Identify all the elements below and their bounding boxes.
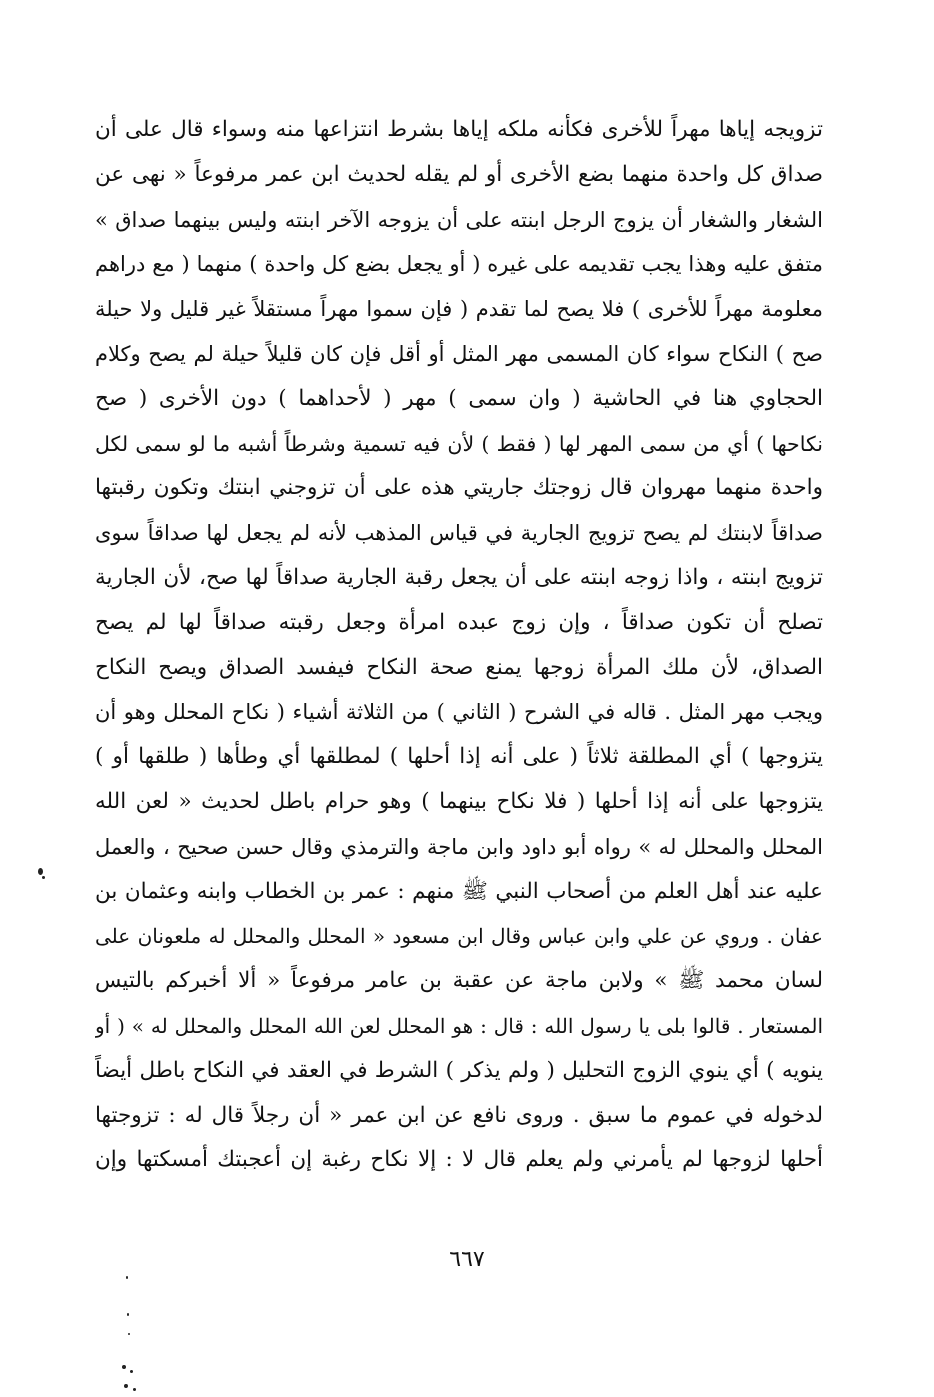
text-line: أحلها لزوجها لم يأمرني ولم يعلم قال لا : إلا نكاح رغبة إن أعجبتك أمسكتها وإن	[95, 1147, 823, 1173]
text-line: نكاحها ) أي من سمى المهر لها ( فقط ) لأن فيه تسمية وشرطاً أشبه ما لو سمى لكل	[95, 431, 823, 456]
text-line: يتزوجها على أنه إذا أحلها ( فلا نكاح بينهما ) وهو حرام باطل لحديث « لعن الله	[95, 788, 823, 814]
text-line: ينويه ) أي ينوي الزوج التحليل ( ولم يذكر ) الشرط في العقد في النكاح باطل أيضاً	[95, 1057, 823, 1083]
text-line: معلومة مهراً للأخرى ) فلا يصح لما تقدم ( فإن سموا مهراً مستقلاً غير قليل ولا حيلة	[95, 297, 823, 322]
scan-speck	[126, 1276, 128, 1279]
page-number: ٦٦٧	[449, 1247, 485, 1272]
text-line: لسان محمد ﷺ » ولابن ماجة عن عقبة بن عامر مرفوعاً « ألا أخبركم بالتيس	[95, 968, 823, 994]
scan-speck	[130, 1370, 133, 1373]
text-line: صح ) النكاح سواء كان المسمى مهر المثل أو أقل فإن كان قليلاً حيلة لم يصح وكلام	[95, 341, 823, 366]
text-line: المستعار . قالوا بلى يا رسول الله : قال : هو المحلل لعن الله المحلل والمحلل له » ( أو	[95, 1013, 823, 1038]
text-line: ويجب مهر المثل . قاله في الشرح ( الثاني ) من الثلاثة أشياء ( نكاح المحلل وهو أن	[95, 700, 823, 725]
scan-speck	[42, 876, 45, 879]
text-line: واحدة منهما مهروان قال زوجتك جاريتي هذه على أن تزوجني ابنتك وتكون رقبتها	[95, 475, 823, 501]
text-line: المحلل والمحلل له » رواه أبو داود وابن ماجة والترمذي وقال حسن صحيح ، والعمل	[95, 834, 823, 859]
text-line: عفان . وروي عن علي وابن عباس وقال ابن مسعود « المحلل والمحلل له ملعونان على	[95, 924, 823, 949]
text-line: عليه عند أهل العلم من أصحاب النبي ﷺ منهم : عمر بن الخطاب وابنه وعثمان بن	[95, 878, 823, 904]
text-line: تزويجه إياها مهراً للأخرى فكأنه ملكه إياها بشرط انتزاعها منه وسواء قال على أن	[95, 117, 823, 142]
scan-speck	[38, 868, 43, 875]
text-line: الحجاوي هنا في الحاشية ( وان سمى ) مهر ( لأحداهما ) دون الأخرى ( صح	[95, 385, 823, 411]
text-line: يتزوجها ) أي المطلقة ثلاثاً ( على أنه إذا أحلها ) لمطلقها أي وطأها ( طلقها أو )	[95, 744, 823, 770]
text-line: صداق كل واحدة منهما بضع الأخرى أو لم يقله لحديث ابن عمر مرفوعاً « نهى عن	[95, 161, 823, 187]
scan-speck	[127, 1313, 129, 1316]
text-line: متفق عليه وهذا يجب تقديمه على غيره ( أو يجعل بضع كل واحدة ) منهما ( مع دراهم	[95, 252, 823, 277]
text-line: الصداق، لأن ملك المرأة زوجها يمنع صحة النكاح فيفسد الصداق ويصح النكاح	[95, 654, 823, 680]
scan-speck	[133, 1388, 136, 1391]
body-text	[95, 108, 823, 1183]
text-line: لدخوله في عموم ما سبق . وروى نافع عن ابن عمر « أن رجلاً قال له : تزوجتها	[95, 1102, 823, 1128]
scan-speck	[122, 1365, 126, 1369]
scan-speck	[124, 1384, 128, 1388]
scan-speck	[128, 1333, 130, 1335]
text-line: تصلح أن تكون صداقاً ، وإن زوج عبده امرأة وجعل رقبته صداقاً لها لم يصح	[95, 609, 823, 635]
text-line: الشغار والشغار أن يزوج الرجل ابنته على أن يزوجه الآخر ابنته وليس بينهما صداق »	[95, 207, 823, 232]
text-line: تزويج ابنته ، واذا زوجه ابنته على أن يجعل رقبة الجارية صداقاً لها صح، لأن الجارية	[95, 564, 823, 590]
text-line: صداقاً لابنتك لم يصح تزويج الجارية في قياس المذهب لأنه لم يجعل لها صداقاً سوى	[95, 521, 823, 546]
